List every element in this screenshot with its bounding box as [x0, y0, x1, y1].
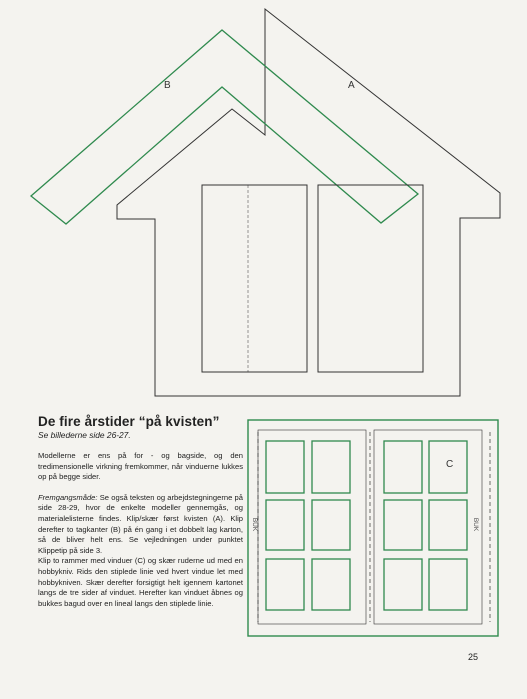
window-opening-right: [318, 185, 423, 372]
roof-edge-b: [31, 30, 418, 224]
page-number: 25: [468, 652, 479, 662]
window-opening-left: [202, 185, 307, 372]
left-window-panes: [266, 441, 350, 610]
article-text: [38, 414, 243, 619]
intro-paragraph: Modellerne er ens på for - og bagside, og den tredimensionelle virkning fremkommer, når vinduerne lukkes op på begge sider.: [38, 451, 243, 482]
procedure-paragraph: [38, 493, 243, 557]
article-title: De fire årstider “på kvisten”: [38, 414, 220, 429]
article-subtitle: Se billederne side 26-27.: [38, 430, 131, 440]
dormer-outline-a: [117, 9, 500, 396]
label-c: C: [446, 459, 454, 470]
procedure-text: Se også teksten og arbejdstegningerne på side 28-29, hvor de enkelte modeller gennemgås, og materialelisterne findes. Klip/skær først kvisten (A). Klip derefter to tagkanter (B) på én gang i et dobbelt lag karton, så de bliver helt ens. Se vejledningen under punktet Klippetip på side 3.: [38, 492, 243, 555]
label-b: B: [164, 80, 171, 91]
window-frame-c: [248, 420, 498, 636]
fold-label-left: BUK: [251, 517, 259, 532]
right-window-panes: [384, 441, 467, 610]
procedure-lead: Fremgangsmåde:: [38, 492, 98, 502]
window-paragraph: Klip to rammer med vinduer (C) og skær ruderne ud med en hobbykniv. Rids den stiplede linie ved hvert vindue let med hobbykniven. Skær derefter forsigtigt helt igennem kartonet langs de tre sider af vinduet. Herefter kan vinduet åbnes og bukkes bagud over en lineal langs den stiplede linie.: [38, 556, 243, 608]
label-a: A: [348, 80, 355, 91]
fold-label-right: BUK: [472, 517, 480, 532]
